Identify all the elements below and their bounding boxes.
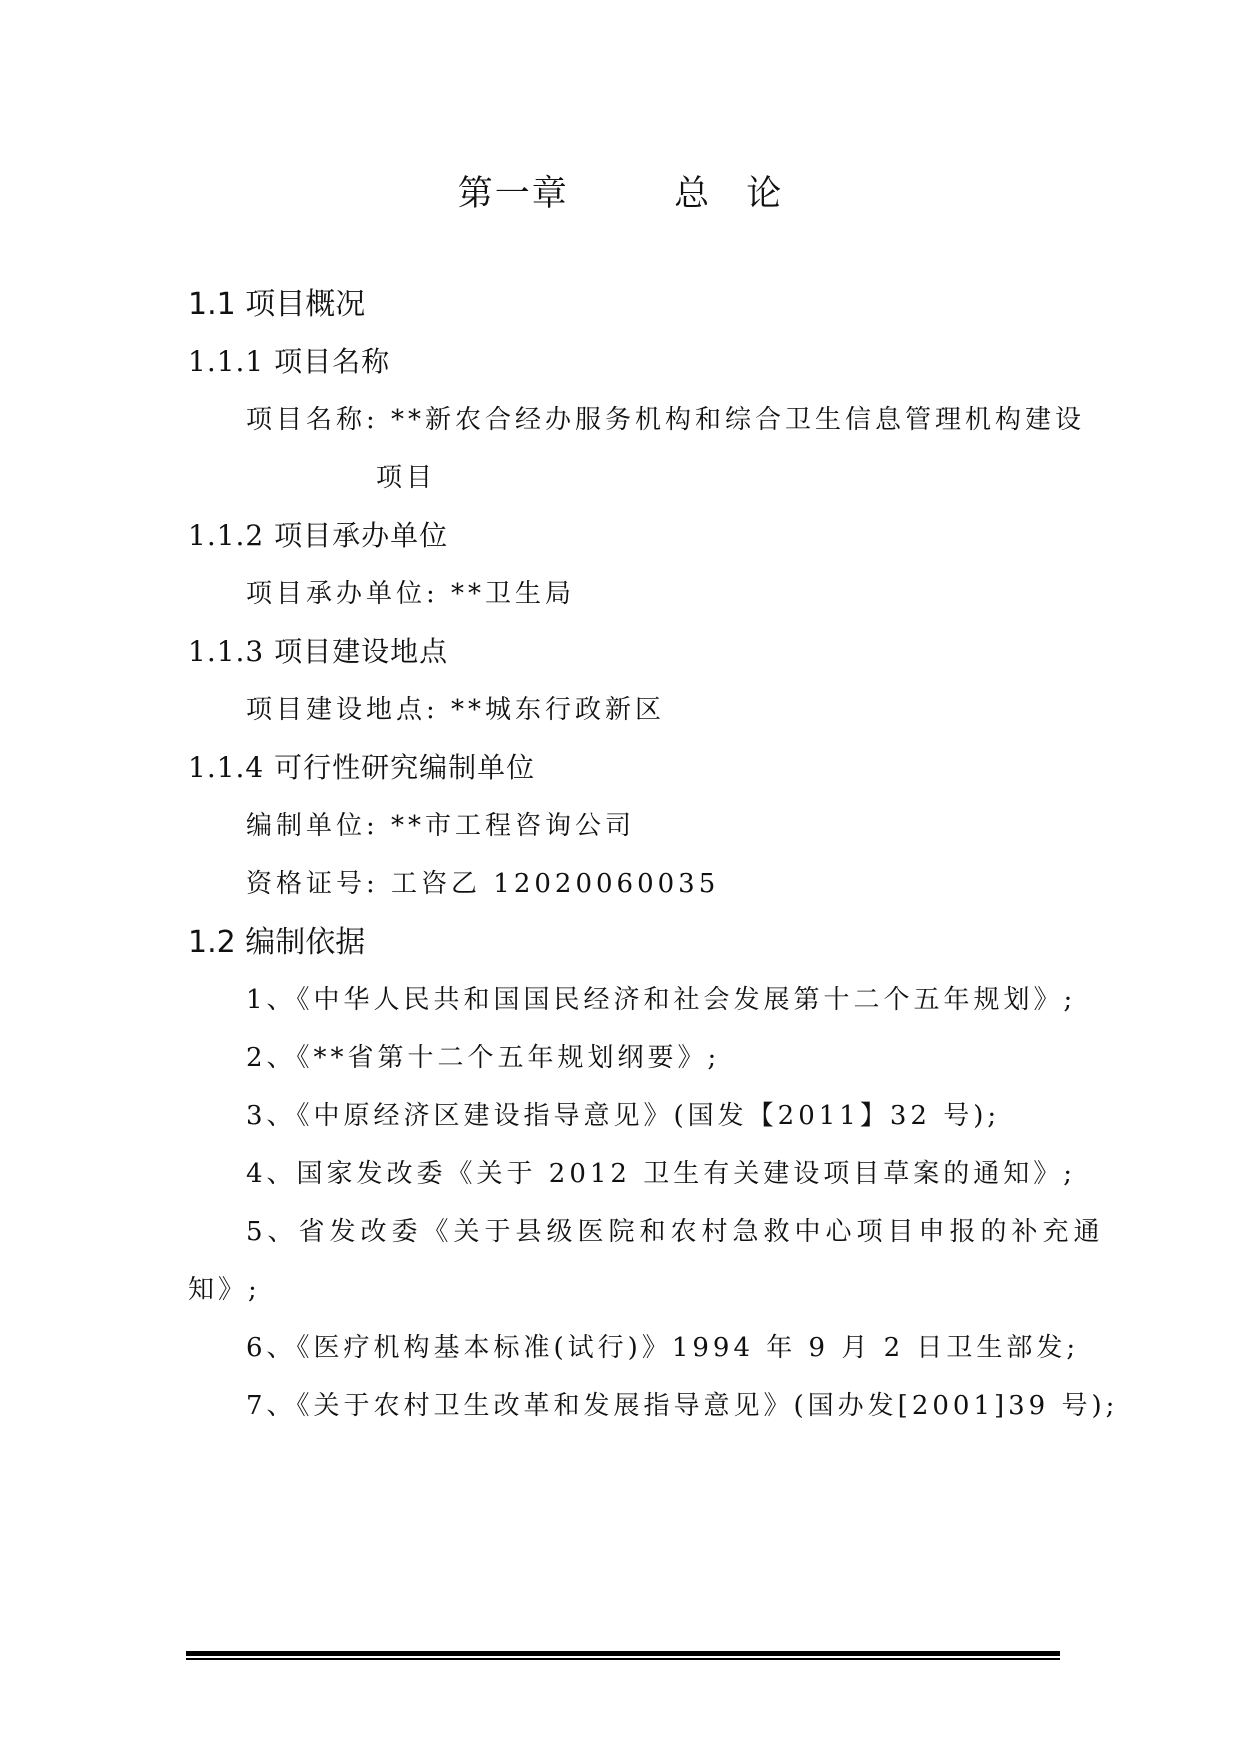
subsection-heading-1-1-3: 1.1.3 项目建设地点 [188, 635, 449, 668]
basis-item: 3、《中原经济区建设指导意见》(国发【2011】32 号); [246, 1101, 1001, 1131]
basis-item: 4、国家发改委《关于 2012 卫生有关建设项目草案的通知》; [246, 1159, 1076, 1189]
project-location-line: 项目建设地点: **城东行政新区 [246, 695, 666, 725]
subsection-heading-1-1-4: 1.1.4 可行性研究编制单位 [188, 751, 536, 784]
project-name-line: 项目名称: **新农合经办服务机构和综合卫生信息管理机构建设 [246, 405, 1086, 435]
subsection-heading-1-1-1: 1.1.1 项目名称 [188, 345, 391, 378]
project-undertaker-line: 项目承办单位: **卫生局 [246, 579, 576, 609]
section-heading-1-1: 1.1 项目概况 [188, 287, 366, 322]
basis-item: 6、《医疗机构基本标准(试行)》1994 年 9 月 2 日卫生部发; [246, 1333, 1080, 1363]
section-heading-1-2: 1.2 编制依据 [188, 925, 366, 960]
basis-item: 7、《关于农村卫生改革和发展指导意见》(国办发[2001]39 号); [246, 1391, 1119, 1421]
qualification-number-line: 资格证号: 工咨乙 12020060035 [246, 869, 720, 899]
project-name-continuation: 项目 [376, 463, 437, 493]
basis-item: 1、《中华人民共和国国民经济和社会发展第十二个五年规划》; [246, 985, 1077, 1015]
footer-rule-thin [186, 1658, 1060, 1660]
compiler-unit-line: 编制单位: **市工程咨询公司 [246, 811, 636, 841]
basis-item: 5、省发改委《关于县级医院和农村急救中心项目申报的补充通 [246, 1217, 1105, 1247]
footer-rule-thick [186, 1651, 1060, 1656]
basis-item-continuation: 知》; [188, 1275, 261, 1305]
basis-item: 2、《**省第十二个五年规划纲要》; [246, 1043, 721, 1073]
chapter-title: 第一章 总 论 [457, 174, 784, 214]
footer-rule [186, 1651, 1060, 1660]
subsection-heading-1-1-2: 1.1.2 项目承办单位 [188, 519, 449, 552]
